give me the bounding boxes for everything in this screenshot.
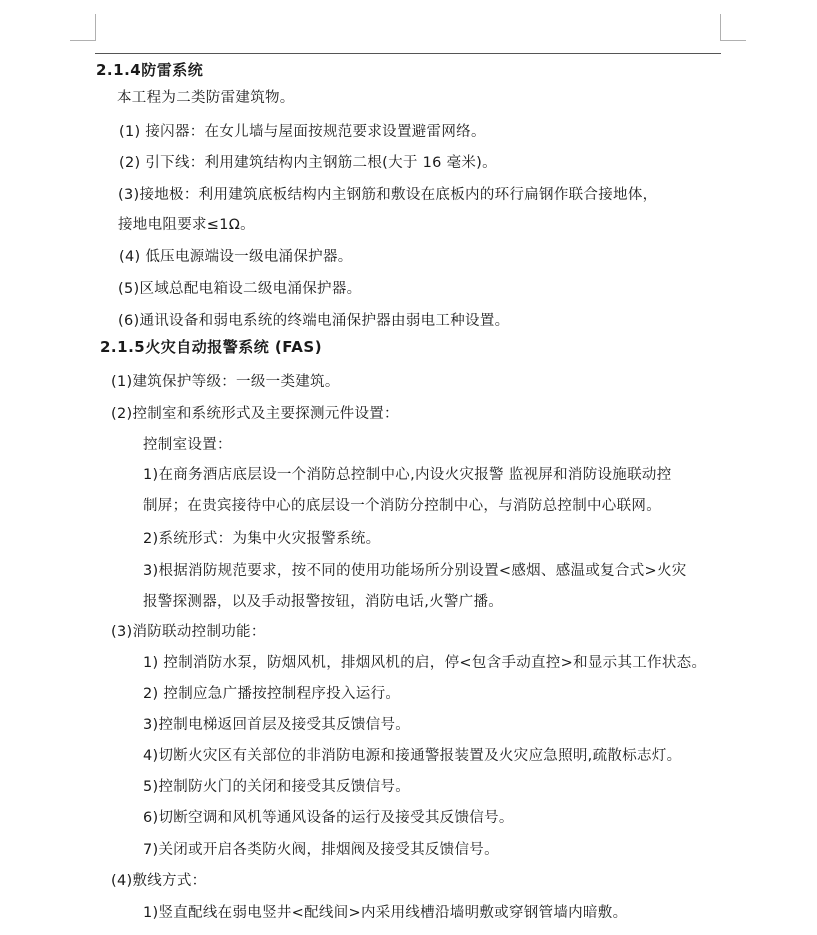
section-heading: 2.1.5火灾自动报警系统 (FAS)	[100, 338, 323, 356]
crop-mark	[70, 40, 96, 41]
list-item: 2) 控制应急广播按控制程序投入运行。	[143, 686, 401, 702]
paragraph: 本工程为二类防雷建筑物。	[117, 90, 295, 106]
list-item: (3)接地极：利用建筑底板结构内主钢筋和敷设在底板内的环行扁钢作联合接地体，	[118, 187, 658, 203]
list-item: 1)在商务酒店底层设一个消防总控制中心,内设火灾报警 监视屏和消防设施联动控	[143, 467, 672, 483]
header-rule	[95, 53, 721, 54]
list-item: (3)消防联动控制功能：	[111, 624, 266, 640]
crop-mark	[95, 14, 96, 40]
list-item: 1) 控制消防水泵，防烟风机，排烟风机的启，停<包含手动直控>和显示其工作状态。	[143, 655, 707, 671]
list-item: (2)控制室和系统形式及主要探测元件设置：	[111, 406, 399, 422]
list-item: (4) 低压电源端设一级电涌保护器。	[119, 249, 353, 265]
list-item: 2)系统形式：为集中火灾报警系统。	[143, 531, 381, 547]
list-item: (6)通讯设备和弱电系统的终端电涌保护器由弱电工种设置。	[118, 313, 510, 329]
list-item: 7)关闭或开启各类防火阀，排烟阀及接受其反馈信号。	[143, 842, 499, 858]
list-item: 3)根据消防规范要求，按不同的使用功能场所分别设置<感烟、感温或复合式>火灾	[143, 563, 687, 579]
list-item: (5)区域总配电箱设二级电涌保护器。	[118, 281, 362, 297]
list-item: (2) 引下线：利用建筑结构内主钢筋二根(大于 16 毫米)。	[119, 155, 497, 171]
list-item: (1) 接闪器：在女儿墙与屋面按规范要求设置避雷网络。	[119, 124, 486, 140]
crop-mark	[720, 14, 721, 40]
list-item: 制屏；在贵宾接待中心的底层设一个消防分控制中心，与消防总控制中心联网。	[143, 498, 661, 514]
crop-mark	[720, 40, 746, 41]
list-item: 1)竖直配线在弱电竖井<配线间>内采用线槽沿墙明敷或穿钢管墙内暗敷。	[143, 905, 628, 921]
list-item: 4)切断火灾区有关部位的非消防电源和接通警报装置及火灾应急照明,疏散标志灯。	[143, 748, 682, 764]
list-item: 接地电阻要求≤1Ω。	[118, 217, 255, 233]
list-item: 控制室设置：	[143, 437, 232, 453]
list-item: 5)控制防火门的关闭和接受其反馈信号。	[143, 779, 411, 795]
list-item: 6)切断空调和风机等通风设备的运行及接受其反馈信号。	[143, 810, 514, 826]
list-item: 3)控制电梯返回首层及接受其反馈信号。	[143, 717, 411, 733]
section-heading: 2.1.4防雷系统	[96, 61, 204, 79]
list-item: 报警探测器，以及手动报警按钮，消防电话,火警广播。	[143, 594, 504, 610]
list-item: (1)建筑保护等级：一级一类建筑。	[111, 374, 340, 390]
list-item: (4)敷线方式：	[111, 873, 207, 889]
